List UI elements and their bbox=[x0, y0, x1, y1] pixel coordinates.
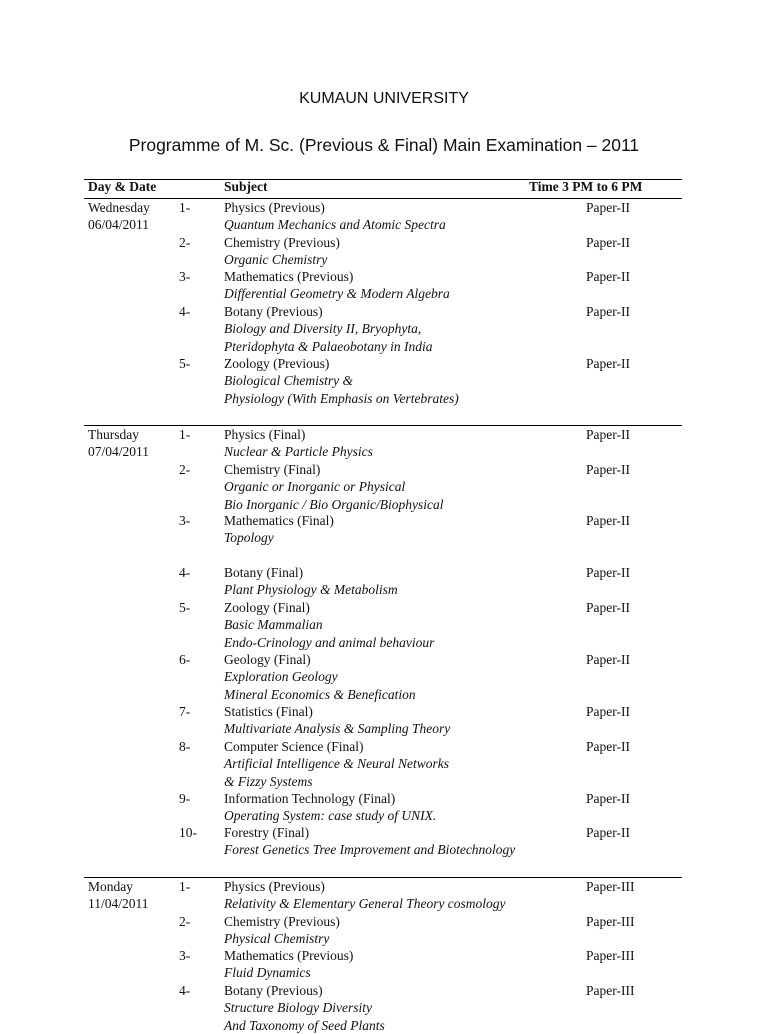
paper-code: Paper-II bbox=[586, 356, 630, 371]
subject-name: Mathematics (Previous) bbox=[224, 269, 354, 284]
entry-number: 3- bbox=[179, 269, 191, 284]
paper-title: Nuclear & Particle Physics bbox=[224, 444, 373, 460]
subject-name: Botany (Previous) bbox=[224, 983, 323, 998]
subject-name: Chemistry (Final) bbox=[224, 462, 321, 477]
subject-name: Zoology (Previous) bbox=[224, 356, 330, 371]
subject-name: Botany (Previous) bbox=[224, 304, 323, 319]
entry-number: 2- bbox=[179, 235, 191, 250]
paper-code: Paper-III bbox=[586, 948, 635, 963]
entry-subject bbox=[224, 878, 506, 913]
entry-subject bbox=[224, 461, 443, 513]
paper-title: Basic Mammalian bbox=[224, 617, 323, 633]
header-subject: Subject bbox=[224, 179, 268, 194]
entry-number: 9- bbox=[179, 791, 191, 806]
paper-code: Paper-II bbox=[586, 462, 630, 477]
paper-code: Paper-II bbox=[586, 304, 630, 319]
subject-name: Chemistry (Previous) bbox=[224, 235, 340, 250]
entry-subject bbox=[224, 234, 340, 269]
university-title: KUMAUN UNIVERSITY bbox=[299, 90, 469, 107]
paper-title: Biological Chemistry & bbox=[224, 373, 353, 389]
paper-title: Forest Genetics Tree Improvement and Biotechnology bbox=[224, 842, 516, 858]
header-time: Time 3 PM to 6 PM bbox=[529, 179, 643, 194]
paper-title: & Fizzy Systems bbox=[224, 773, 313, 789]
paper-code: Paper-II bbox=[586, 825, 630, 840]
subject-name: Mathematics (Previous) bbox=[224, 948, 354, 963]
paper-title: Bio Inorganic / Bio Organic/Biophysical bbox=[224, 496, 444, 512]
date-label: 07/04/2011 bbox=[88, 444, 150, 460]
entry-number: 4- bbox=[179, 983, 191, 998]
paper-title: Operating System: case study of UNIX. bbox=[224, 808, 437, 824]
paper-title: Endo-Crinology and animal behaviour bbox=[224, 634, 435, 650]
entry-subject bbox=[224, 303, 432, 355]
entry-number: 1- bbox=[179, 879, 191, 894]
paper-title: Relativity & Elementary General Theory cosmology bbox=[224, 896, 506, 912]
entry-number: 1- bbox=[179, 427, 191, 442]
paper-title: Structure Biology Diversity bbox=[224, 1000, 372, 1016]
paper-title: Plant Physiology & Metabolism bbox=[224, 582, 398, 598]
entry-subject bbox=[224, 982, 385, 1034]
subject-name: Forestry (Final) bbox=[224, 825, 310, 840]
entry-subject bbox=[224, 564, 398, 599]
entry-number: 2- bbox=[179, 914, 191, 929]
paper-code: Paper-II bbox=[586, 791, 630, 806]
paper-title: Mineral Economics & Benefication bbox=[224, 686, 416, 702]
paper-code: Paper-II bbox=[586, 565, 630, 580]
paper-code: Paper-II bbox=[586, 269, 630, 284]
entry-subject bbox=[224, 512, 334, 547]
entry-subject bbox=[224, 790, 436, 825]
day-label: Wednesday bbox=[88, 200, 150, 215]
paper-title: Biology and Diversity II, Bryophyta, bbox=[224, 321, 422, 337]
header-day-date: Day & Date bbox=[88, 179, 157, 194]
subject-name: Physics (Previous) bbox=[224, 200, 325, 215]
paper-code: Paper-II bbox=[586, 235, 630, 250]
paper-title: Differential Geometry & Modern Algebra bbox=[224, 286, 450, 302]
paper-title: Organic or Inorganic or Physical bbox=[224, 479, 406, 495]
entry-number: 3- bbox=[179, 513, 191, 528]
entry-subject bbox=[224, 947, 353, 982]
day-label: Monday bbox=[88, 879, 133, 894]
paper-code: Paper-II bbox=[586, 652, 630, 667]
entry-number: 1- bbox=[179, 200, 191, 215]
paper-title: Fluid Dynamics bbox=[224, 965, 311, 981]
subject-name: Mathematics (Final) bbox=[224, 513, 334, 528]
paper-code: Paper-III bbox=[586, 983, 635, 998]
subject-name: Physics (Final) bbox=[224, 427, 306, 442]
entry-subject bbox=[224, 268, 450, 303]
paper-title: Physiology (With Emphasis on Vertebrates) bbox=[224, 390, 459, 406]
entry-subject bbox=[224, 703, 450, 738]
subject-name: Geology (Final) bbox=[224, 652, 311, 667]
entry-subject bbox=[224, 355, 459, 407]
entry-number: 4- bbox=[179, 565, 191, 580]
subject-name: Botany (Final) bbox=[224, 565, 304, 580]
paper-code: Paper-II bbox=[586, 704, 630, 719]
subject-name: Zoology (Final) bbox=[224, 600, 310, 615]
paper-title: Exploration Geology bbox=[224, 669, 338, 685]
paper-code: Paper-II bbox=[586, 200, 630, 215]
entry-subject bbox=[224, 599, 434, 651]
entry-number: 7- bbox=[179, 704, 191, 719]
entry-subject bbox=[224, 199, 446, 234]
subject-name: Computer Science (Final) bbox=[224, 739, 364, 754]
entry-number: 8- bbox=[179, 739, 191, 754]
entry-number: 5- bbox=[179, 600, 191, 615]
paper-title: And Taxonomy of Seed Plants bbox=[224, 1017, 385, 1033]
subject-name: Chemistry (Previous) bbox=[224, 914, 340, 929]
entry-number: 2- bbox=[179, 462, 191, 477]
entry-subject bbox=[224, 913, 340, 948]
entry-number: 10- bbox=[179, 825, 197, 840]
paper-code: Paper-II bbox=[586, 513, 630, 528]
date-label: 11/04/2011 bbox=[88, 896, 149, 912]
entry-subject bbox=[224, 824, 515, 859]
paper-title: Pteridophyta & Palaeobotany in India bbox=[224, 338, 433, 354]
entry-number: 4- bbox=[179, 304, 191, 319]
day-date-cell bbox=[88, 199, 150, 234]
day-label: Thursday bbox=[88, 427, 139, 442]
entry-subject bbox=[224, 738, 449, 790]
day-date-cell bbox=[88, 878, 149, 913]
paper-code: Paper-II bbox=[586, 600, 630, 615]
subject-name: Statistics (Final) bbox=[224, 704, 313, 719]
entry-number: 5- bbox=[179, 356, 191, 371]
exam-programme-subtitle: Programme of M. Sc. (Previous & Final) Main Examination – 2011 bbox=[128, 135, 640, 155]
subject-name: Information Technology (Final) bbox=[224, 791, 396, 806]
subject-name: Physics (Previous) bbox=[224, 879, 325, 894]
entry-subject bbox=[224, 651, 416, 703]
date-label: 06/04/2011 bbox=[88, 217, 150, 233]
paper-code: Paper-III bbox=[586, 914, 635, 929]
paper-title: Multivariate Analysis & Sampling Theory bbox=[224, 721, 451, 737]
paper-code: Paper-II bbox=[586, 427, 630, 442]
entry-number: 6- bbox=[179, 652, 191, 667]
paper-code: Paper-II bbox=[586, 739, 630, 754]
paper-title: Organic Chemistry bbox=[224, 252, 328, 268]
day-date-cell bbox=[88, 426, 149, 461]
paper-title: Topology bbox=[224, 530, 274, 546]
paper-code: Paper-III bbox=[586, 879, 635, 894]
paper-title: Physical Chemistry bbox=[224, 931, 330, 947]
entry-number: 3- bbox=[179, 948, 191, 963]
paper-title: Artificial Intelligence & Neural Networks bbox=[224, 756, 449, 772]
paper-title: Quantum Mechanics and Atomic Spectra bbox=[224, 217, 446, 233]
entry-subject bbox=[224, 426, 373, 461]
